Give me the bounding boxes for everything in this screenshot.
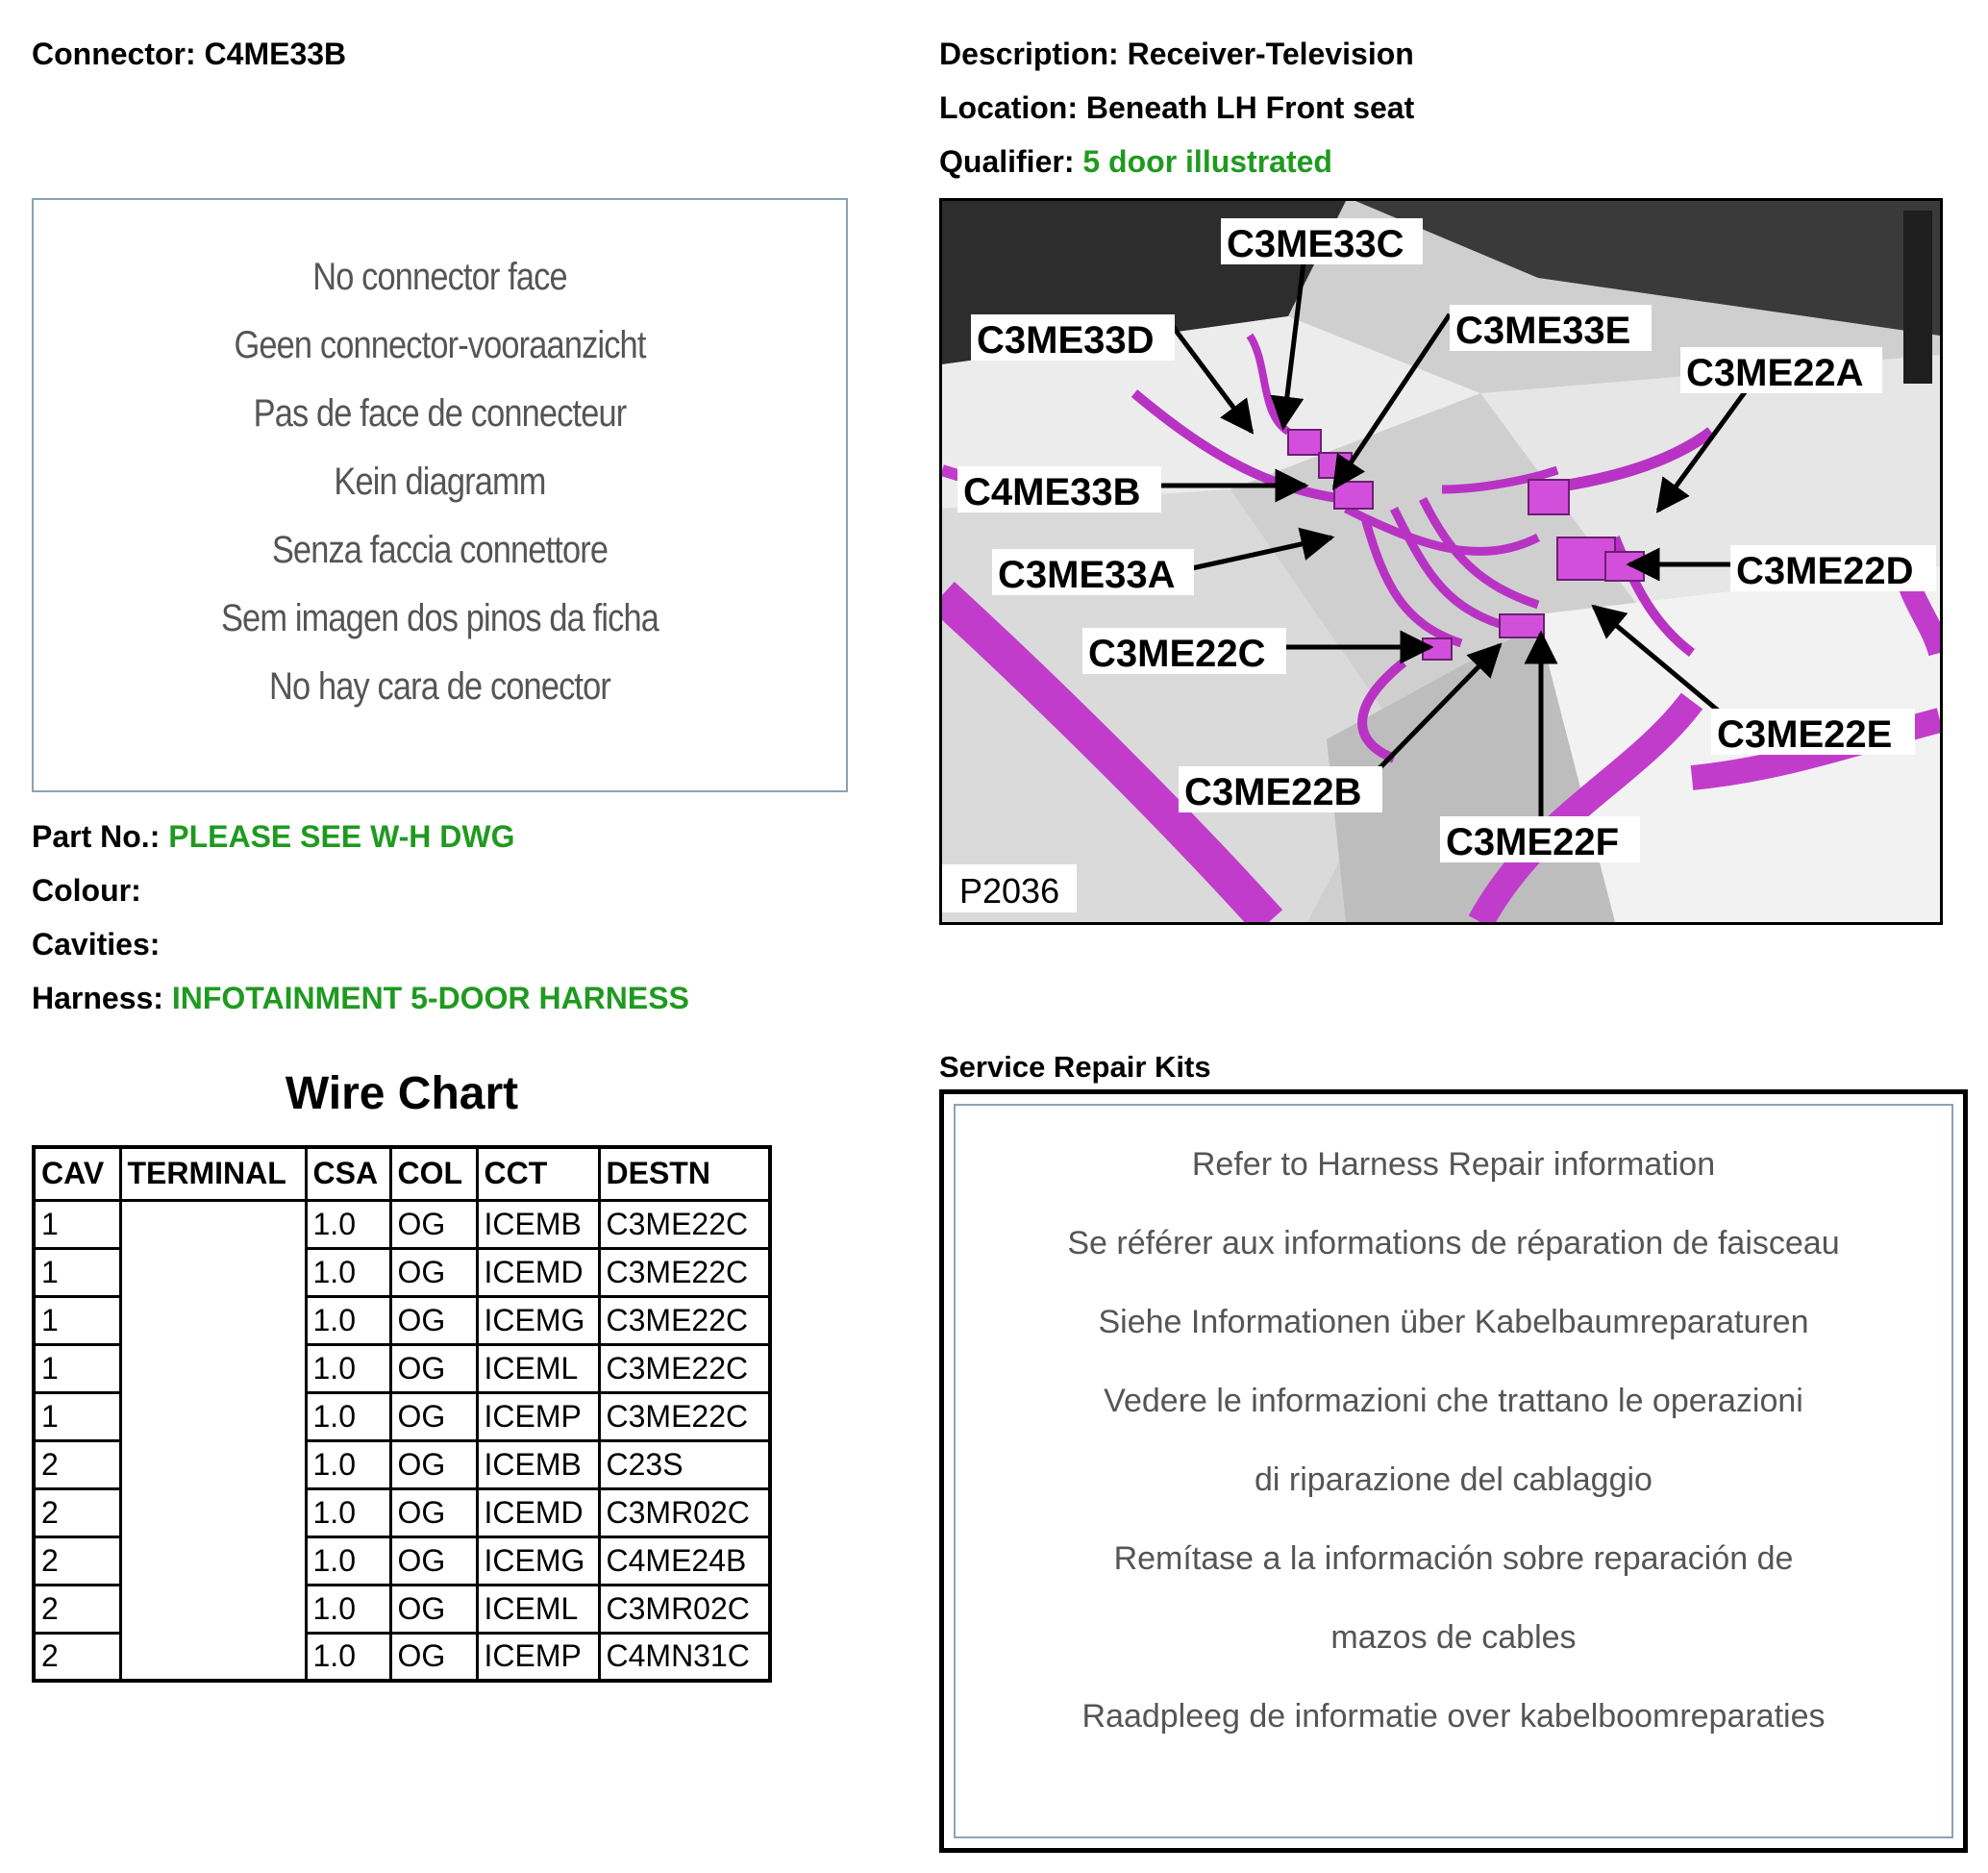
cell-cav: 1 bbox=[34, 1248, 120, 1296]
cell-csa: 1.0 bbox=[306, 1248, 390, 1296]
table-row bbox=[34, 1488, 770, 1536]
part-no-value: PLEASE SEE W-H DWG bbox=[168, 819, 515, 854]
figure-id: P2036 bbox=[959, 871, 1060, 911]
cell-csa: 1.0 bbox=[306, 1296, 390, 1344]
cell-terminal bbox=[120, 1200, 306, 1248]
location-illustration bbox=[942, 201, 1940, 922]
cell-cct: ICEML bbox=[477, 1585, 599, 1633]
table-row bbox=[34, 1344, 770, 1392]
table-row bbox=[34, 1440, 770, 1488]
part-no-field bbox=[32, 819, 515, 855]
cell-cct: ICEMB bbox=[477, 1200, 599, 1248]
repair-info-line: Siehe Informationen über Kabelbaumreparaturen bbox=[1098, 1304, 1809, 1340]
callout-c3me22a: C3ME22A bbox=[1686, 352, 1864, 394]
part-no-label: Part No.: bbox=[32, 819, 161, 854]
callout-c3me22e: C3ME22E bbox=[1717, 713, 1893, 756]
header-cav: CAV bbox=[34, 1147, 120, 1200]
callout-c3me22f: C3ME22F bbox=[1446, 821, 1620, 863]
cell-csa: 1.0 bbox=[306, 1536, 390, 1585]
cell-cct: ICEMD bbox=[477, 1488, 599, 1536]
cell-cav: 1 bbox=[34, 1392, 120, 1440]
callout-c4me33b: C4ME33B bbox=[963, 471, 1141, 513]
service-repair-kits-title: Service Repair Kits bbox=[939, 1050, 1211, 1084]
header-terminal: TERMINAL bbox=[120, 1147, 306, 1200]
connector-block bbox=[1528, 480, 1569, 514]
cell-destn: C3ME22C bbox=[599, 1392, 770, 1440]
wire-chart-table bbox=[32, 1145, 772, 1683]
table-row bbox=[34, 1536, 770, 1585]
header-destn: DESTN bbox=[599, 1147, 770, 1200]
cell-terminal bbox=[120, 1488, 306, 1536]
cell-cct: ICEMB bbox=[477, 1440, 599, 1488]
repair-info-line: Se référer aux informations de réparation de faisceau bbox=[1067, 1225, 1840, 1261]
callout-c3me33d: C3ME33D bbox=[977, 319, 1155, 362]
location-label: Location: bbox=[939, 90, 1078, 125]
repair-info-line: mazos de cables bbox=[1330, 1619, 1577, 1656]
repair-info-line: Refer to Harness Repair information bbox=[1191, 1146, 1716, 1183]
colour-label: Colour: bbox=[32, 873, 141, 908]
seat-leg bbox=[1903, 211, 1932, 384]
cell-terminal bbox=[120, 1440, 306, 1488]
cell-cct: ICEMP bbox=[477, 1392, 599, 1440]
repair-info-line: Vedere le informazioni che trattano le operazioni bbox=[1104, 1383, 1803, 1419]
cell-col: OG bbox=[390, 1633, 477, 1681]
cell-cav: 1 bbox=[34, 1296, 120, 1344]
cell-destn: C3MR02C bbox=[599, 1488, 770, 1536]
service-repair-kits-inner bbox=[954, 1104, 1953, 1838]
table-row bbox=[34, 1633, 770, 1681]
callout-c3me22c: C3ME22C bbox=[1088, 633, 1266, 675]
cell-terminal bbox=[120, 1633, 306, 1681]
cell-terminal bbox=[120, 1585, 306, 1633]
cell-destn: C3ME22C bbox=[599, 1296, 770, 1344]
cell-destn: C4MN31C bbox=[599, 1633, 770, 1681]
connector-face-line: Geen connector-vooraanzicht bbox=[234, 324, 646, 366]
connector-field bbox=[32, 37, 346, 72]
cell-col: OG bbox=[390, 1440, 477, 1488]
table-row bbox=[34, 1248, 770, 1296]
header-cct: CCT bbox=[477, 1147, 599, 1200]
harness-label: Harness: bbox=[32, 981, 163, 1015]
qualifier-value: 5 door illustrated bbox=[1082, 144, 1332, 179]
repair-info-line: Raadpleeg de informatie over kabelboomreparaties bbox=[1081, 1698, 1826, 1735]
wire-chart-header-row bbox=[34, 1147, 770, 1200]
qualifier-label: Qualifier: bbox=[939, 144, 1075, 179]
cell-cct: ICEMD bbox=[477, 1248, 599, 1296]
cell-destn: C3ME22C bbox=[599, 1200, 770, 1248]
cell-col: OG bbox=[390, 1392, 477, 1440]
cell-csa: 1.0 bbox=[306, 1200, 390, 1248]
table-row bbox=[34, 1392, 770, 1440]
location-image bbox=[939, 198, 1943, 925]
cell-col: OG bbox=[390, 1296, 477, 1344]
cavities-label: Cavities: bbox=[32, 927, 161, 961]
description-field bbox=[939, 37, 1414, 72]
cell-csa: 1.0 bbox=[306, 1488, 390, 1536]
cell-csa: 1.0 bbox=[306, 1585, 390, 1633]
table-row bbox=[34, 1200, 770, 1248]
cell-cav: 1 bbox=[34, 1344, 120, 1392]
cell-cav: 2 bbox=[34, 1488, 120, 1536]
connector-face-line: No connector face bbox=[312, 256, 567, 298]
cell-terminal bbox=[120, 1296, 306, 1344]
cell-terminal bbox=[120, 1248, 306, 1296]
connector-value: C4ME33B bbox=[204, 37, 347, 71]
connector-block bbox=[1288, 430, 1321, 455]
cell-destn: C4ME24B bbox=[599, 1536, 770, 1585]
cell-terminal bbox=[120, 1392, 306, 1440]
cell-cct: ICEMG bbox=[477, 1536, 599, 1585]
location-value: Beneath LH Front seat bbox=[1085, 90, 1415, 125]
cell-cav: 2 bbox=[34, 1633, 120, 1681]
connector-face-line: Kein diagramm bbox=[334, 461, 546, 503]
cell-cav: 1 bbox=[34, 1200, 120, 1248]
cell-destn: C3ME22C bbox=[599, 1344, 770, 1392]
header-csa: CSA bbox=[306, 1147, 390, 1200]
cell-cct: ICEMG bbox=[477, 1296, 599, 1344]
cell-destn: C3ME22C bbox=[599, 1248, 770, 1296]
connector-face-line: Sem imagen dos pinos da ficha bbox=[220, 597, 659, 639]
cell-csa: 1.0 bbox=[306, 1633, 390, 1681]
description-value: Receiver-Television bbox=[1127, 37, 1414, 71]
callout-c3me33c: C3ME33C bbox=[1227, 223, 1404, 265]
table-row bbox=[34, 1296, 770, 1344]
colour-field bbox=[32, 873, 141, 909]
cell-cav: 2 bbox=[34, 1536, 120, 1585]
cell-cct: ICEML bbox=[477, 1344, 599, 1392]
cell-col: OG bbox=[390, 1585, 477, 1633]
qualifier-field bbox=[939, 144, 1332, 180]
cell-csa: 1.0 bbox=[306, 1392, 390, 1440]
cell-col: OG bbox=[390, 1488, 477, 1536]
repair-info-line: Remítase a la información sobre reparación de bbox=[1113, 1540, 1794, 1577]
callout-c3me33e: C3ME33E bbox=[1455, 310, 1631, 352]
location-field bbox=[939, 90, 1414, 126]
service-repair-kits-box bbox=[939, 1089, 1968, 1853]
cell-destn: C23S bbox=[599, 1440, 770, 1488]
cell-terminal bbox=[120, 1536, 306, 1585]
cell-csa: 1.0 bbox=[306, 1440, 390, 1488]
callout-c3me33a: C3ME33A bbox=[998, 554, 1176, 596]
cell-col: OG bbox=[390, 1200, 477, 1248]
cell-destn: C3MR02C bbox=[599, 1585, 770, 1633]
cell-terminal bbox=[120, 1344, 306, 1392]
description-label: Description: bbox=[939, 37, 1119, 71]
harness-value: INFOTAINMENT 5-DOOR HARNESS bbox=[171, 981, 689, 1015]
connector-face-line: Pas de face de connecteur bbox=[253, 392, 627, 435]
cell-csa: 1.0 bbox=[306, 1344, 390, 1392]
cell-col: OG bbox=[390, 1248, 477, 1296]
cell-cav: 2 bbox=[34, 1440, 120, 1488]
harness-field bbox=[32, 981, 689, 1016]
cell-col: OG bbox=[390, 1536, 477, 1585]
callout-c3me22d: C3ME22D bbox=[1736, 550, 1914, 592]
repair-info-line: di riparazione del cablaggio bbox=[1255, 1461, 1653, 1498]
header-col: COL bbox=[390, 1147, 477, 1200]
cell-cav: 2 bbox=[34, 1585, 120, 1633]
cell-col: OG bbox=[390, 1344, 477, 1392]
table-row bbox=[34, 1585, 770, 1633]
connector-face-line: No hay cara de conector bbox=[268, 665, 611, 708]
cavities-field bbox=[32, 927, 160, 962]
callout-c3me22b: C3ME22B bbox=[1184, 771, 1362, 813]
connector-face-line: Senza faccia connettore bbox=[271, 529, 609, 571]
connector-face-box bbox=[32, 198, 848, 792]
connector-block bbox=[1334, 482, 1373, 509]
connector-label: Connector: bbox=[32, 37, 196, 71]
wire-chart-title: Wire Chart bbox=[285, 1068, 519, 1119]
connector-block bbox=[1500, 614, 1544, 637]
cell-cct: ICEMP bbox=[477, 1633, 599, 1681]
